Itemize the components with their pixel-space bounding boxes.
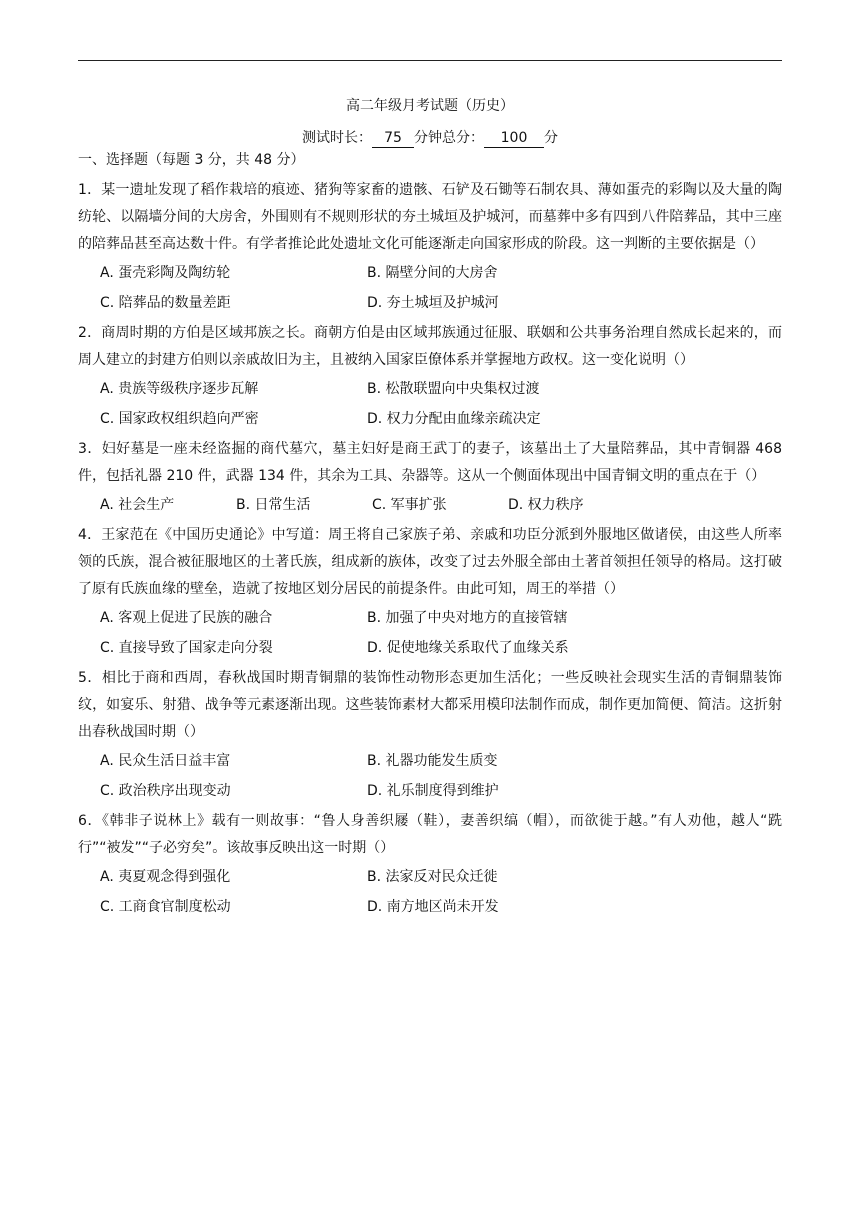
option-c[interactable]: C. 直接导致了国家走向分裂 (100, 640, 273, 656)
option-c[interactable]: C. 军事扩张 (372, 497, 447, 513)
option-c[interactable]: C. 陪葬品的数量差距 (100, 295, 231, 311)
option-b[interactable]: B. 礼器功能发生质变 (367, 753, 498, 769)
option-c[interactable]: C. 政治秩序出现变动 (100, 783, 231, 799)
options-list (78, 605, 782, 662)
option-a[interactable]: A. 社会生产 (100, 497, 175, 513)
option-b[interactable]: B. 隔壁分间的大房舍 (367, 265, 498, 281)
score-value: 100 (484, 129, 544, 148)
option-row (100, 864, 782, 891)
option-a[interactable]: A. 夷夏观念得到强化 (100, 869, 231, 885)
option-c[interactable]: C. 工商食官制度松动 (100, 899, 231, 915)
question-stem: 1．某一遗址发现了稻作栽培的痕迹、猪狗等家畜的遗骸、石铲及石锄等石制农具、薄如蛋壳的彩陶以及大量的陶纺轮、以隔墙分间的大房舍，外围则有不规则形状的夯土城垣及护城河，而墓葬中多有四到八件陪葬品，其中三座的陪葬品甚至高达数十件。有学者推论此处遗址文化可能逐渐走向国家形成的阶段。这一判断的主要依据是（） (78, 182, 782, 252)
option-d[interactable]: D. 促使地缘关系取代了血缘关系 (367, 640, 569, 656)
option-c[interactable]: C. 国家政权组织趋向严密 (100, 411, 259, 427)
option-row (100, 605, 782, 632)
question-6 (78, 808, 782, 921)
option-d[interactable]: D. 权力分配由血缘亲疏决定 (367, 411, 541, 427)
option-row (100, 748, 782, 775)
option-b[interactable]: B. 日常生活 (236, 497, 311, 513)
option-row (100, 406, 782, 433)
question-5 (78, 665, 782, 805)
option-a[interactable]: A. 蛋壳彩陶及陶纺轮 (100, 265, 231, 281)
exam-page (78, 96, 782, 924)
question-3 (78, 436, 782, 519)
question-stem: 3．妇好墓是一座未经盗掘的商代墓穴，墓主妇好是商王武丁的妻子，该墓出土了大量陪葬品，其中青铜器 468 件，包括礼器 210 件，武器 134 件，其余为工具、杂器等。这从一个侧面体现出中国青铜文明的重点在于（） (78, 441, 782, 484)
question-2 (78, 320, 782, 433)
options-list (78, 260, 782, 317)
option-a[interactable]: A. 民众生活日益丰富 (100, 753, 231, 769)
score-unit: 分 (544, 130, 558, 146)
options-list (78, 492, 782, 519)
option-row (100, 260, 782, 287)
question-stem: 5．相比于商和西周，春秋战国时期青铜鼎的装饰性动物形态更加生活化；一些反映社会现实生活的青铜鼎装饰纹，如宴乐、射猎、战争等元素逐渐出现。这些装饰素材大都采用模印法制作而成，制作更加简便、简洁。这折射出春秋战国时期（） (78, 670, 782, 740)
option-d[interactable]: D. 南方地区尚未开发 (367, 899, 499, 915)
duration-unit: 分钟 (414, 130, 442, 146)
duration-label: 测试时长： (302, 130, 372, 146)
section-heading: 一、选择题（每题 3 分，共 48 分） (78, 152, 305, 168)
option-b[interactable]: B. 加强了中央对地方的直接管辖 (367, 610, 568, 626)
question-stem: 4．王家范在《中国历史通论》中写道：周王将自己家族子弟、亲戚和功臣分派到外服地区做诸侯，由这些人所率领的氏族，混合被征服地区的土著氏族，组成新的族体，改变了过去外服全部由土著首领担任领导的格局。这打破了原有氏族血缘的壁垒，造就了按地区划分居民的前提条件。由此可知，周王的举措（） (78, 527, 782, 597)
exam-title: 高二年级月考试题（历史） (346, 98, 514, 114)
option-row (100, 290, 782, 317)
options-list (78, 864, 782, 921)
options-list (78, 376, 782, 433)
question-4 (78, 522, 782, 662)
question-1 (78, 177, 782, 317)
duration-value: 75 (372, 129, 414, 148)
exam-meta (78, 128, 782, 148)
option-row (100, 894, 782, 921)
question-stem: 6．《韩非子说林上》载有一则故事：“鲁人身善织屦（鞋），妻善织缟（帽），而欲徙于越。”有人劝他，越人“跣行”“被发”“子必穷矣”。该故事反映出这一时期（） (78, 813, 782, 856)
option-a[interactable]: A. 贵族等级秩序逐步瓦解 (100, 381, 259, 397)
option-a[interactable]: A. 客观上促进了民族的融合 (100, 610, 273, 626)
question-stem: 2．商周时期的方伯是区域邦族之长。商朝方伯是由区域邦族通过征服、联姻和公共事务治理自然成长起来的，而周人建立的封建方伯则以亲戚故旧为主，且被纳入国家臣僚体系并掌握地方政权。这一变化说明（） (78, 325, 782, 368)
option-b[interactable]: B. 松散联盟向中央集权过渡 (367, 381, 540, 397)
option-b[interactable]: B. 法家反对民众迁徙 (367, 869, 498, 885)
option-row (100, 376, 782, 403)
header-rule (78, 60, 782, 61)
option-row (100, 492, 782, 519)
option-d[interactable]: D. 礼乐制度得到维护 (367, 783, 499, 799)
option-row (100, 635, 782, 662)
score-label: 总分： (442, 130, 484, 146)
options-list (78, 748, 782, 805)
option-d[interactable]: D. 夯土城垣及护城河 (367, 295, 499, 311)
option-d[interactable]: D. 权力秩序 (508, 497, 584, 513)
option-row (100, 778, 782, 805)
